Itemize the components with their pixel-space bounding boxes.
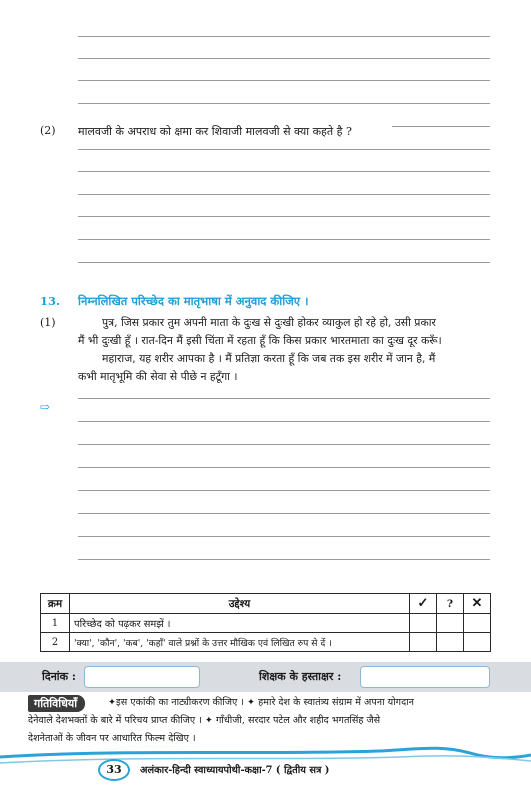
checkbox-unsure[interactable] <box>437 614 464 633</box>
page-number: 33 <box>98 759 130 781</box>
answer-line[interactable] <box>78 194 490 195</box>
section-title: निम्नलिखित परिच्छेद का मातृभाषा में अनुवाद कीजिए । <box>78 294 309 308</box>
row-number: 2 <box>41 633 70 652</box>
answer-line[interactable] <box>78 103 490 104</box>
answer-line[interactable] <box>78 239 490 240</box>
answer-arrow-icon: ⇨ <box>40 400 51 414</box>
teacher-signature-field[interactable] <box>360 666 490 688</box>
check-icon: ✓ <box>410 594 437 614</box>
answer-line[interactable] <box>78 398 490 399</box>
row-objective: 'क्या', 'कौन', 'कब', 'कहाँ' वाले प्रश्नों के उत्तर मौखिक एवं लिखित रुप से दें । <box>70 633 410 652</box>
activities-tag: गतिविधियाँ <box>28 695 85 712</box>
date-field[interactable] <box>84 666 200 688</box>
activity-text-line: ✦इस एकांकी का नाट्यीकरण कीजिए । ✦ हमारे देश के स्वातंत्र्य संग्राम में अपना योगदान <box>108 697 414 708</box>
answer-line[interactable] <box>78 36 490 37</box>
answer-line[interactable] <box>78 513 490 514</box>
answer-line[interactable] <box>78 444 490 445</box>
question-number: (2) <box>40 124 56 137</box>
passage-line: पुत्र, जिस प्रकार तुम अपनी माता के दुःख से दुःखी होकर व्याकुल हो रहे हो, उसी प्रकार <box>102 316 436 329</box>
passage-line: कभी मातृभूमि की सेवा से पीछे न हटूँगा । <box>78 370 238 383</box>
answer-line[interactable] <box>78 262 490 263</box>
passage-line: मैं भी दुःखी हूँ । रात-दिन मैं इसी चिंता में रहता हूँ कि किस प्रकार भारतमाता का दुःख दूर करूँ। <box>78 334 442 347</box>
checkbox-unsure[interactable] <box>437 633 464 652</box>
item-number: (1) <box>40 316 56 329</box>
answer-line[interactable] <box>78 467 490 468</box>
passage-line: महाराज, यह शरीर आपका है । मैं प्रतिज्ञा करता हूँ कि जब तक इस शरीर में जान है, मैं <box>102 352 436 365</box>
checkbox-done[interactable] <box>410 633 437 652</box>
table-header-row <box>41 594 491 614</box>
answer-line[interactable] <box>78 149 490 150</box>
checkbox-done[interactable] <box>410 614 437 633</box>
answer-line[interactable] <box>392 126 490 127</box>
column-header-objective: उद्देश्य <box>70 594 410 614</box>
table-row <box>41 614 491 633</box>
answer-line[interactable] <box>78 58 490 59</box>
row-number: 1 <box>41 614 70 633</box>
book-title: अलंकार-हिन्दी स्वाध्यायपोथी-कक्षा-7 ( द्वितीय सत्र ) <box>140 765 330 776</box>
activity-text-line: देनेवाले देशभक्तों के बारे में परिचय प्राप्त कीजिए । ✦ गाँधीजी, सरदार पटेल और शहीद भगतसिंह जैसे <box>28 715 381 726</box>
column-header-serial: क्रम <box>41 594 70 614</box>
table-row <box>41 633 491 652</box>
checkbox-not-done[interactable] <box>464 614 491 633</box>
answer-line[interactable] <box>78 216 490 217</box>
row-objective: परिच्छेद को पढ़कर समझें । <box>70 614 410 633</box>
answer-line[interactable] <box>78 80 490 81</box>
answer-line[interactable] <box>78 421 490 422</box>
activity-text-line: देशनेताओं के जीवन पर आधारित फिल्म देखिए । <box>28 733 196 744</box>
checkbox-not-done[interactable] <box>464 633 491 652</box>
question-text: मालवजी के अपराध को क्षमा कर शिवाजी मालवजी से क्या कहते है ? <box>78 125 352 138</box>
answer-line[interactable] <box>78 490 490 491</box>
date-label: दिनांक : <box>42 670 76 683</box>
objectives-table <box>40 593 491 652</box>
question-icon: ? <box>437 594 464 614</box>
answer-line[interactable] <box>78 171 490 172</box>
answer-line[interactable] <box>78 536 490 537</box>
section-number: 13. <box>40 294 61 308</box>
cross-icon: ✕ <box>464 594 491 614</box>
teacher-signature-label: शिक्षक के हस्ताक्षर : <box>259 670 342 683</box>
answer-line[interactable] <box>78 559 490 560</box>
